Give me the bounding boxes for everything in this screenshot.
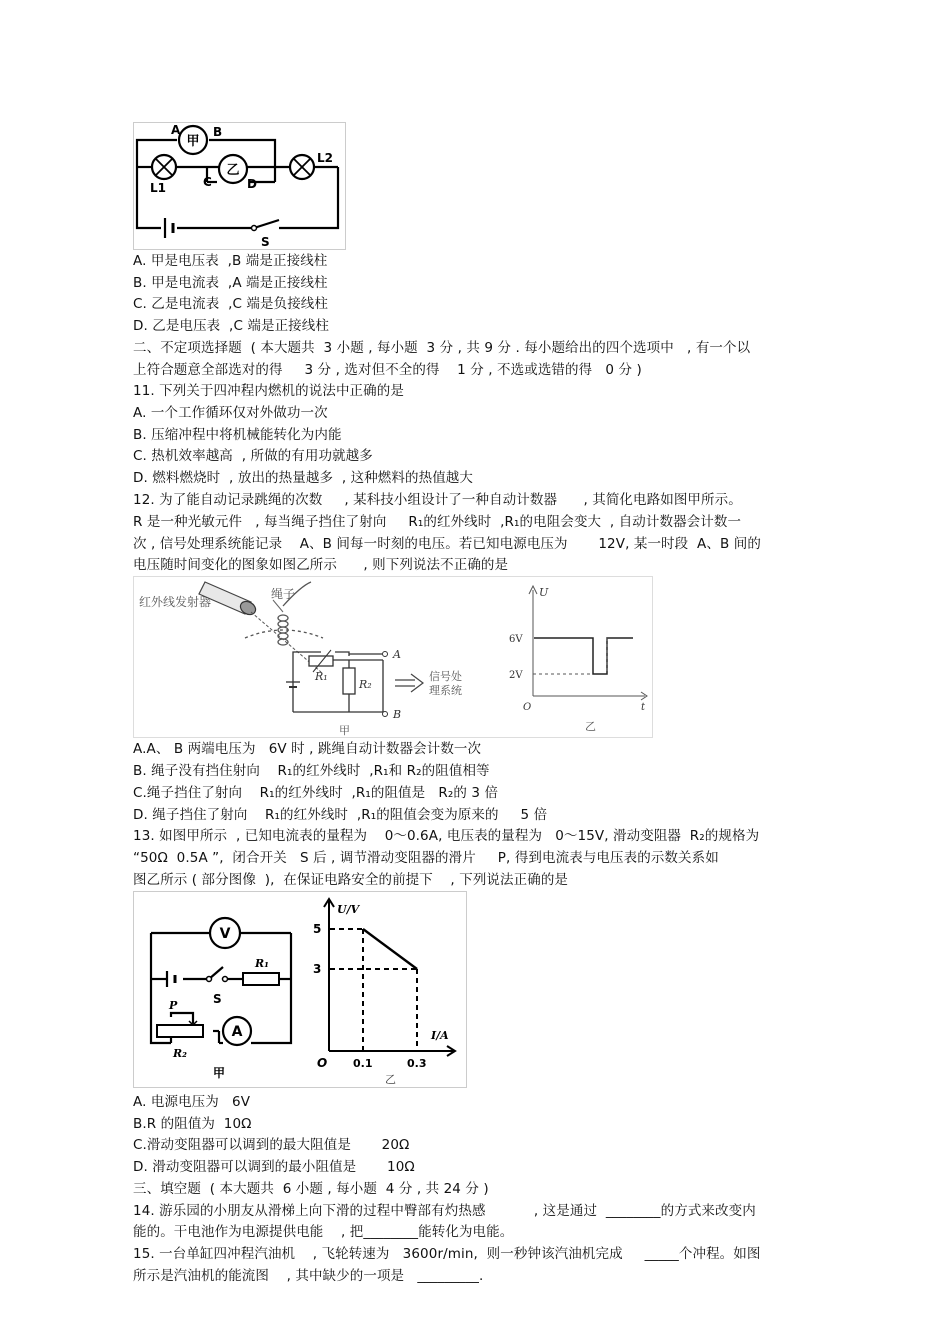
ammeter-label: A xyxy=(231,1024,243,1040)
emitter-label: 红外线发射器 xyxy=(139,595,212,609)
r2-label: R₂ xyxy=(173,1047,187,1060)
switch-label: S xyxy=(261,235,270,249)
q13-option-b: B.R 的阻值为 10Ω xyxy=(133,1116,252,1132)
q11-option-b: B. 压缩冲程中将机械能转化为内能 xyxy=(133,427,342,443)
q12-stem-line-2: R 是一种光敏元件 , 每当绳子挡住了射向 R₁的红外线时 ,R₁的电阻会变大 , 自动计数器会计数一 xyxy=(133,514,742,530)
tick-03-label: 0.3 xyxy=(407,1057,427,1070)
rheostat-figure-q13 xyxy=(133,891,467,1088)
lamp-l2-label: L2 xyxy=(317,151,333,165)
tick-2v-label: 2V xyxy=(509,670,523,681)
u-i-curve xyxy=(363,929,417,969)
q15-line-1: 15. 一台单缸四冲程汽油机 , 飞轮转速为 3600r/min, 则一秒钟该汽油机完成 _____个冲程。如图 xyxy=(133,1246,761,1262)
q12-option-b: B. 绳子没有挡住射向 R₁的红外线时 ,R₁和 R₂的阻值相等 xyxy=(133,763,490,779)
figure-jia-label: 甲 xyxy=(213,1066,226,1080)
terminal-c-label: C xyxy=(203,175,212,189)
q13-stem-line-1: 13. 如图甲所示 , 已知电流表的量程为 0～0.6A, 电压表的量程为 0～15V, 滑动变阻器 R₂的规格为 xyxy=(133,828,760,844)
q12-option-a: A.A、 B 两端电压为 6V 时 , 跳绳自动计数器会计数一次 xyxy=(133,741,482,757)
tick-3-label: 3 xyxy=(313,962,322,976)
system-label-1: 信号处 xyxy=(429,670,462,683)
q14-line-2: 能的。干电池作为电源提供电能 , 把________能转化为电能。 xyxy=(133,1224,514,1240)
voltage-time-graph xyxy=(509,586,647,733)
figure-yi-label: 乙 xyxy=(585,720,596,733)
terminal-a-label: A xyxy=(393,648,401,661)
q11-option-a: A. 一个工作循环仅对外做功一次 xyxy=(133,405,328,421)
r2-rheostat-icon xyxy=(157,1025,203,1037)
tick-01-label: 0.1 xyxy=(353,1057,373,1070)
meter-jia-label: 甲 xyxy=(186,134,200,149)
voltage-curve xyxy=(534,638,633,674)
q12-option-d: D. 绳子挡住了射向 R₁的红外线时 ,R₁的阻值会变为原来的 5 倍 xyxy=(133,807,548,823)
q12-stem-line-1: 12. 为了能自动记录跳绳的次数 , 某科技小组设计了一种自动计数器 , 其简化电路如图甲所示。 xyxy=(133,492,742,508)
q14-line-1: 14. 游乐园的小朋友从滑梯上向下滑的过程中臀部有灼热感 , 这是通过 ________的方式来改变内 xyxy=(133,1203,756,1219)
axis-t-label: t xyxy=(641,702,646,713)
arrow-icon xyxy=(395,674,423,692)
figure-jia-label: 甲 xyxy=(339,724,350,737)
system-label-2: 理系统 xyxy=(429,684,462,697)
axis-u-label: U xyxy=(539,586,549,599)
terminal-b-label: B xyxy=(213,125,223,139)
q13-option-d: D. 滑动变阻器可以调到的最小阻值是 10Ω xyxy=(133,1159,415,1175)
tick-6v-label: 6V xyxy=(509,634,523,645)
figure-yi-label: 乙 xyxy=(385,1073,396,1086)
meter-yi-label: 乙 xyxy=(226,163,240,178)
axis-i-label: I/A xyxy=(431,1029,449,1042)
axis-u-label: U/V xyxy=(337,903,360,916)
q13-option-a: A. 电源电压为 6V xyxy=(133,1094,251,1110)
q11-option-c: C. 热机效率越高 , 所做的有用功就越多 xyxy=(133,448,373,464)
q15-line-2: 所示是汽油机的能流图 , 其中缺少的一项是 _________. xyxy=(133,1268,484,1284)
slider-p-label: P xyxy=(169,999,178,1012)
q11-option-d: D. 燃料燃烧时 , 放出的热量越多 , 这种燃料的热值越大 xyxy=(133,470,474,486)
tick-5-label: 5 xyxy=(313,922,322,936)
option-c: C. 乙是电流表 ,C 端是负接线柱 xyxy=(133,296,328,312)
rheostat-diagram xyxy=(133,891,467,1088)
option-d: D. 乙是电压表 ,C 端是正接线柱 xyxy=(133,318,329,334)
terminal-a-label: A xyxy=(171,123,181,137)
q13-stem-line-3: 图乙所示 ( 部分图像 ), 在保证电路安全的前提下 , 下列说法正确的是 xyxy=(133,872,569,888)
section-3-header: 三、填空题 ( 本大题共 6 小题 , 每小题 4 分 , 共 24 分 ) xyxy=(133,1181,489,1197)
circuit-diagram-1 xyxy=(133,122,346,250)
circuit-figure-q10 xyxy=(133,122,346,250)
option-a: A. 甲是电压表 ,B 端是正接线柱 xyxy=(133,253,328,269)
origin-label: O xyxy=(317,1056,328,1070)
q11-stem: 11. 下列关于四冲程内燃机的说法中正确的是 xyxy=(133,383,404,399)
q13-stem-line-2: “50Ω 0.5A ”, 闭合开关 S 后 , 调节滑动变阻器的滑片 P, 得到电流表与电压表的示数关系如 xyxy=(133,850,719,866)
origin-label: O xyxy=(523,702,532,713)
q12-stem-line-3: 次 , 信号处理系统能记录 A、B 间每一时刻的电压。若已知电源电压为 12V, 某一时段 A、B 间的 xyxy=(133,536,761,552)
terminal-b-label: B xyxy=(393,708,402,721)
q12-option-c: C.绳子挡住了射向 R₁的红外线时 ,R₁的阻值是 R₂的 3 倍 xyxy=(133,785,499,801)
r1-label: R₁ xyxy=(315,670,328,683)
r2-resistor-icon xyxy=(343,668,355,694)
u-i-graph xyxy=(313,899,455,1086)
voltmeter-label: V xyxy=(219,926,231,942)
option-b: B. 甲是电流表 ,A 端是正接线柱 xyxy=(133,275,328,291)
rope-label: 绳子 xyxy=(271,587,296,601)
counter-figure-q12 xyxy=(133,576,653,738)
section-2-line-1: 二、不定项选择题 ( 本大题共 3 小题 , 每小题 3 分 , 共 9 分 . 每小题给出的四个选项中 , 有一个以 xyxy=(133,340,751,356)
r1-resistor-icon xyxy=(309,656,333,666)
q12-stem-line-4: 电压随时间变化的图象如图乙所示 , 则下列说法不正确的是 xyxy=(133,557,509,573)
counter-diagram xyxy=(133,576,653,738)
r2-label: R₂ xyxy=(359,678,372,691)
r1-resistor-icon xyxy=(243,973,279,985)
section-2-line-2: 上符合题意全部选对的得 3 分 , 选对但不全的得 1 分 , 不选或选错的得 0 分 ) xyxy=(133,362,642,378)
lamp-l1-label: L1 xyxy=(150,181,166,195)
switch-label: S xyxy=(213,992,222,1006)
r1-label: R₁ xyxy=(255,957,269,970)
terminal-d-label: D xyxy=(247,177,257,191)
q13-option-c: C.滑动变阻器可以调到的最大阻值是 20Ω xyxy=(133,1137,410,1153)
